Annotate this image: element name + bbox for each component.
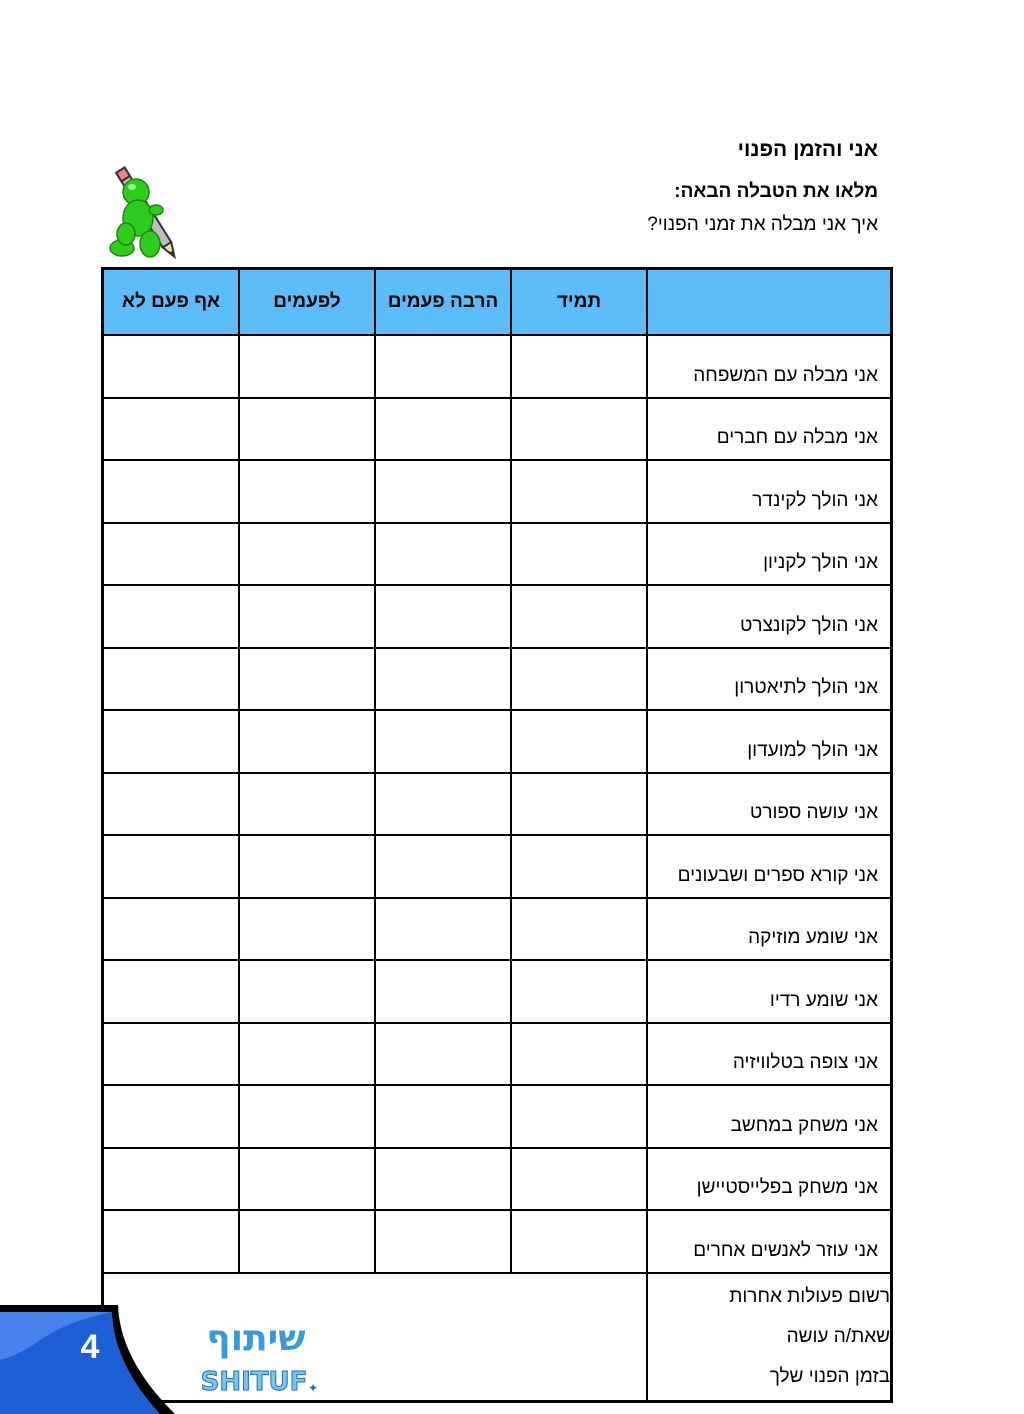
mark-cell-sometimes[interactable]: [239, 773, 375, 836]
mark-cell-always[interactable]: [511, 960, 647, 1023]
table-row: [103, 523, 892, 586]
mark-cell-always[interactable]: [511, 835, 647, 898]
mark-cell-often[interactable]: [375, 523, 511, 586]
mark-cell-sometimes[interactable]: [239, 335, 375, 398]
activity-label: אני משחק במחשב: [647, 1085, 892, 1148]
mark-cell-never[interactable]: [103, 648, 240, 711]
header-always: תמיד: [511, 269, 647, 336]
mark-cell-sometimes[interactable]: [239, 523, 375, 586]
table-row: [103, 648, 892, 711]
table-row: [103, 335, 892, 398]
svg-text:SHITUF: SHITUF: [200, 1367, 308, 1397]
mark-cell-always[interactable]: [511, 1210, 647, 1273]
mark-cell-often[interactable]: [375, 1023, 511, 1086]
mark-cell-often[interactable]: [375, 585, 511, 648]
mark-cell-always[interactable]: [511, 773, 647, 836]
mark-cell-always[interactable]: [511, 523, 647, 586]
mark-cell-never[interactable]: [103, 1210, 240, 1273]
table-row: [103, 460, 892, 523]
header-often: הרבה פעמים: [375, 269, 511, 336]
mark-cell-always[interactable]: [511, 585, 647, 648]
svg-text:שיתוף: שיתוף: [206, 1318, 306, 1359]
mark-cell-always[interactable]: [511, 648, 647, 711]
other-label-line: בזמן הפנוי שלך: [769, 1365, 890, 1387]
question-text: איך אני מבלה את זמני הפנוי?: [647, 214, 878, 235]
mark-cell-never[interactable]: [103, 710, 240, 773]
mark-cell-never[interactable]: [103, 335, 240, 398]
activity-label: אני מבלה עם המשפחה: [647, 335, 892, 398]
mark-cell-always[interactable]: [511, 1148, 647, 1211]
table-row: [103, 835, 892, 898]
table-row: [103, 1023, 892, 1086]
other-label-line: רשום פעולות אחרות: [729, 1285, 890, 1307]
table-row: [103, 898, 892, 961]
mark-cell-sometimes[interactable]: [239, 585, 375, 648]
activity-label: אני הולך לקונצרט: [647, 585, 892, 648]
header-sometimes: לפעמים: [239, 269, 375, 336]
mark-cell-never[interactable]: [103, 835, 240, 898]
table-row: [103, 398, 892, 461]
mark-cell-never[interactable]: [103, 960, 240, 1023]
activity-label: אני מבלה עם חברים: [647, 398, 892, 461]
activity-label: אני הולך לקניון: [647, 523, 892, 586]
mark-cell-often[interactable]: [375, 460, 511, 523]
activity-label: אני שומע רדיו: [647, 960, 892, 1023]
mark-cell-often[interactable]: [375, 1085, 511, 1148]
table-row: [103, 1085, 892, 1148]
page-title: אני והזמן הפנוי: [737, 138, 878, 161]
mark-cell-never[interactable]: [103, 523, 240, 586]
mark-cell-never[interactable]: [103, 460, 240, 523]
activity-label: אני צופה בטלוויזיה: [647, 1023, 892, 1086]
mark-cell-often[interactable]: [375, 835, 511, 898]
mark-cell-never[interactable]: [103, 773, 240, 836]
mark-cell-sometimes[interactable]: [239, 648, 375, 711]
mark-cell-never[interactable]: [103, 1085, 240, 1148]
mark-cell-never[interactable]: [103, 585, 240, 648]
activity-label: אני הולך למועדון: [647, 710, 892, 773]
activity-table: [101, 267, 893, 1403]
mark-cell-often[interactable]: [375, 710, 511, 773]
activity-label: אני הולך לקינדר: [647, 460, 892, 523]
other-activities-label: [647, 1273, 892, 1402]
mark-cell-always[interactable]: [511, 460, 647, 523]
mark-cell-sometimes[interactable]: [239, 835, 375, 898]
activity-label: אני עוזר לאנשים אחרים: [647, 1210, 892, 1273]
mark-cell-often[interactable]: [375, 773, 511, 836]
mark-cell-always[interactable]: [511, 335, 647, 398]
mark-cell-often[interactable]: [375, 898, 511, 961]
mark-cell-always[interactable]: [511, 398, 647, 461]
other-activities-input-area[interactable]: [103, 1273, 648, 1402]
mark-cell-sometimes[interactable]: [239, 1023, 375, 1086]
mark-cell-sometimes[interactable]: [239, 1085, 375, 1148]
activity-label: אני עושה ספורט: [647, 773, 892, 836]
mark-cell-never[interactable]: [103, 1023, 240, 1086]
mark-cell-often[interactable]: [375, 335, 511, 398]
mark-cell-often[interactable]: [375, 960, 511, 1023]
activity-label: אני קורא ספרים ושבעונים: [647, 835, 892, 898]
mark-cell-sometimes[interactable]: [239, 1210, 375, 1273]
mark-cell-always[interactable]: [511, 1085, 647, 1148]
mark-cell-always[interactable]: [511, 1023, 647, 1086]
table-header-row: [103, 269, 892, 336]
activity-label: אני הולך לתיאטרון: [647, 648, 892, 711]
mark-cell-sometimes[interactable]: [239, 460, 375, 523]
header-activity: [647, 269, 892, 336]
table-row: [103, 960, 892, 1023]
activity-label: אני שומע מוזיקה: [647, 898, 892, 961]
mark-cell-often[interactable]: [375, 1210, 511, 1273]
mark-cell-sometimes[interactable]: [239, 1148, 375, 1211]
mark-cell-often[interactable]: [375, 398, 511, 461]
mark-cell-often[interactable]: [375, 648, 511, 711]
table-row: [103, 773, 892, 836]
mark-cell-sometimes[interactable]: [239, 398, 375, 461]
green-figure-with-pencil-icon: [104, 160, 194, 272]
instructions-text: מלאו את הטבלה הבאה:: [674, 181, 878, 202]
mark-cell-never[interactable]: [103, 398, 240, 461]
svg-text:✦: ✦: [308, 1381, 319, 1395]
mark-cell-sometimes[interactable]: [239, 898, 375, 961]
other-label-line: שאת/ה עושה: [786, 1325, 890, 1347]
mark-cell-always[interactable]: [511, 898, 647, 961]
shituf-logo: [196, 1312, 319, 1398]
mark-cell-sometimes[interactable]: [239, 710, 375, 773]
table-row: [103, 710, 892, 773]
mark-cell-always[interactable]: [511, 710, 647, 773]
page-number: 4: [80, 1328, 100, 1366]
mark-cell-never[interactable]: [103, 1148, 240, 1211]
mark-cell-sometimes[interactable]: [239, 960, 375, 1023]
header-never: אף פעם לא: [103, 269, 240, 336]
table-row: [103, 585, 892, 648]
mark-cell-never[interactable]: [103, 898, 240, 961]
mark-cell-often[interactable]: [375, 1148, 511, 1211]
activity-label: אני משחק בפלייסטיישן: [647, 1148, 892, 1211]
table-row: [103, 1148, 892, 1211]
table-row: [103, 1210, 892, 1273]
